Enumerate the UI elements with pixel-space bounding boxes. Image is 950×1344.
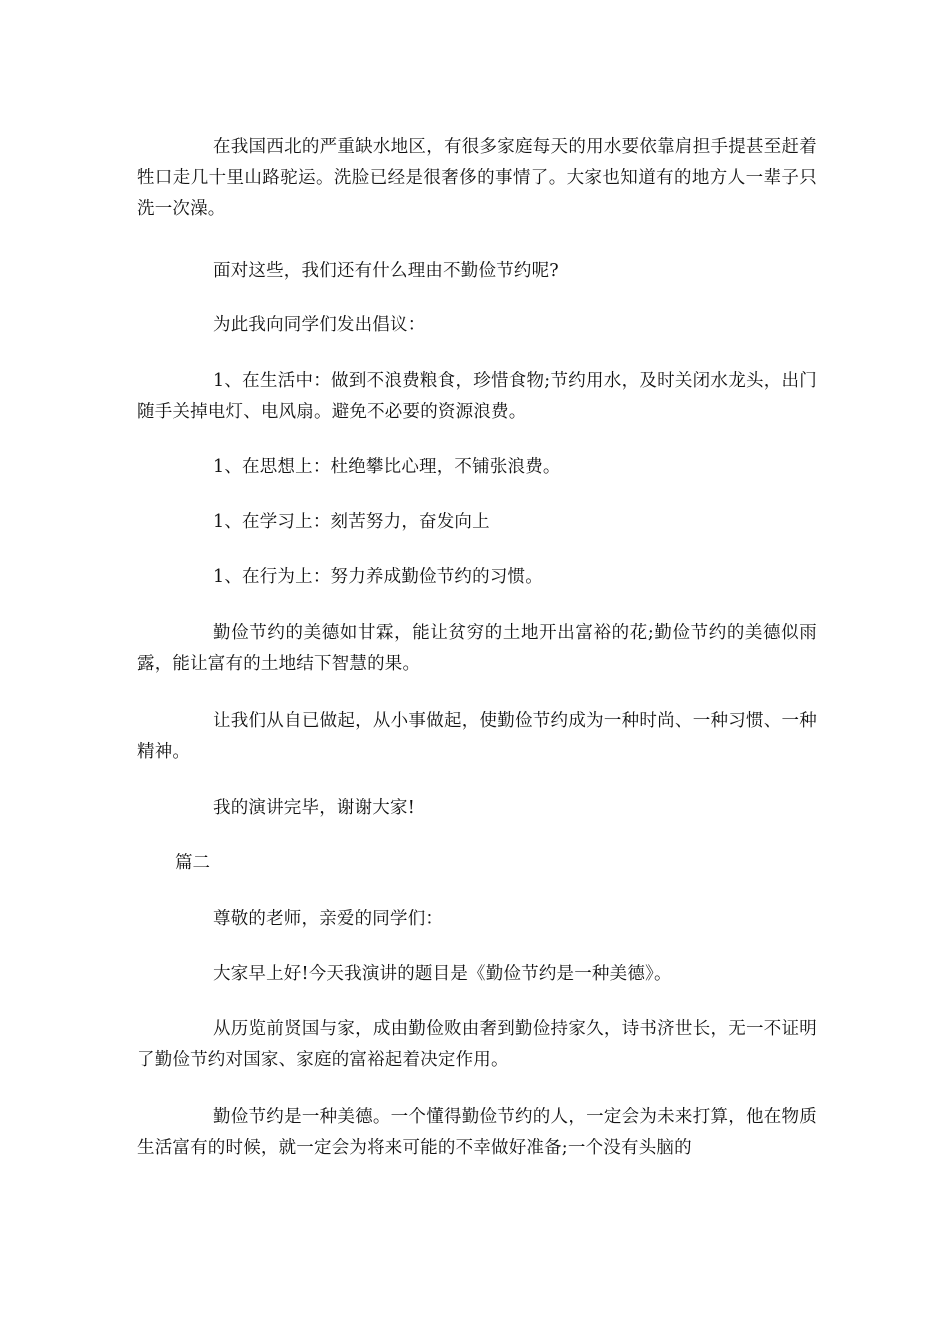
paragraph-virtue-definition: 勤俭节约是一种美德。一个懂得勤俭节约的人，一定会为未来打算，他在物质生活富有的时候，就一定会为将来可能的不幸做好准备;一个没有头脑的 [137, 1107, 817, 1158]
paragraph-greeting: 尊敬的老师，亲爱的同学们： [213, 909, 444, 929]
paragraph-proposal-thought: 1、在思想上：杜绝攀比心理，不铺张浪费。 [213, 457, 561, 477]
paragraph-closing: 我的演讲完毕，谢谢大家! [213, 798, 415, 818]
paragraph-speech-title: 大家早上好!今天我演讲的题目是《勤俭节约是一种美德》。 [213, 964, 672, 984]
paragraph-history: 从历览前贤国与家，成由勤俭败由奢到勤俭持家久，诗书济世长，无一不证明了勤俭节约对国家、家庭的富裕起着决定作用。 [137, 1019, 817, 1070]
paragraph-question: 面对这些，我们还有什么理由不勤俭节约呢? [213, 261, 559, 281]
paragraph-proposal-study: 1、在学习上：刻苦努力，奋发向上 [213, 512, 490, 532]
paragraph-water-shortage: 在我国西北的严重缺水地区，有很多家庭每天的用水要依靠肩担手提甚至赶着牲口走几十里山路驼运。洗脸已经是很奢侈的事情了。大家也知道有的地方人一辈子只洗一次澡。 [137, 137, 817, 219]
paragraph-proposal-intro: 为此我向同学们发出倡议： [213, 315, 426, 335]
paragraph-proposal-life: 1、在生活中：做到不浪费粮食，珍惜食物;节约用水，及时关闭水龙头，出门随手关掉电灯、电风扇。避免不必要的资源浪费。 [137, 371, 817, 422]
paragraph-virtue-metaphor: 勤俭节约的美德如甘霖，能让贫穷的土地开出富裕的花;勤俭节约的美德似雨露，能让富有的土地结下智慧的果。 [137, 623, 817, 674]
paragraph-proposal-behavior: 1、在行为上：努力养成勤俭节约的习惯。 [213, 567, 543, 587]
paragraph-call-to-action: 让我们从自已做起，从小事做起，使勤俭节约成为一种时尚、一种习惯、一种精神。 [137, 711, 817, 762]
section-heading: 篇二 [175, 853, 210, 873]
